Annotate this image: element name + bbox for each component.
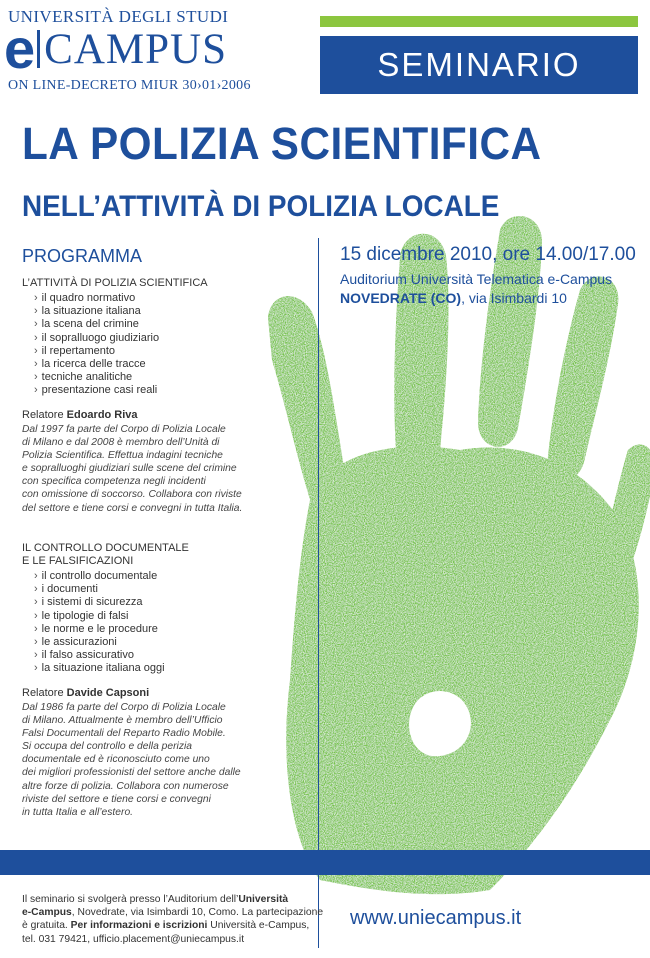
list-item: › il sopralluogo giudiziario <box>34 332 208 345</box>
bio-line: Si occupa del controllo e della perizia <box>22 741 192 753</box>
footer-info <box>22 893 323 946</box>
column-divider <box>318 238 319 948</box>
bio-line: e sopralluoghi giudiziari sulle scene del crimine <box>22 463 237 475</box>
footer-blue-bar <box>0 850 650 875</box>
section-2-topics <box>22 570 189 676</box>
program-section-1 <box>22 277 208 398</box>
footer-text-segment: è gratuita. <box>22 920 71 932</box>
bio-line: documentale ed è riconosciuto come uno <box>22 754 210 766</box>
list-item: › tecniche analitiche <box>34 371 208 384</box>
relatore-1 <box>22 409 138 422</box>
programma-heading: PROGRAMMA <box>22 246 143 266</box>
logo-campus-word: CAMPUS <box>44 26 228 73</box>
accent-green-bar <box>320 16 638 27</box>
ecampus-logo <box>4 17 228 80</box>
footer-text-segment: Il seminario si svolgerà presso l’Auditorium dell’ <box>22 894 239 905</box>
section-1-title: L’ATTIVITÀ DI POLIZIA SCIENTIFICA <box>22 277 208 289</box>
decreto-line: ON LINE-DECRETO MIUR 30›01›2006 <box>8 78 251 93</box>
list-item: › la situazione italiana oggi <box>34 662 189 675</box>
list-item: › le norme e le procedure <box>34 623 189 636</box>
list-item: › le tipologie di falsi <box>34 610 189 623</box>
logo-e-letter: e <box>4 17 36 80</box>
footer-text-segment: , Novedrate, via Isimbardi 10, Como. La partecipazione <box>71 907 324 919</box>
website-link[interactable]: www.uniecampus.it <box>350 907 522 929</box>
footer-text-segment: Università e-Campus, <box>207 920 310 932</box>
bio-line: in tutta Italia e all’estero. <box>22 806 134 818</box>
footer-line-2 <box>22 906 323 919</box>
event-address <box>340 289 567 308</box>
list-item: › le assicurazioni <box>34 636 189 649</box>
bio-line: con omissione di soccorso. Collabora con riviste <box>22 489 242 501</box>
seminario-banner <box>320 36 638 94</box>
footer-bold-segment: e-Campus <box>22 907 72 919</box>
logo-divider <box>37 30 40 68</box>
list-item: › il controllo documentale <box>34 570 189 583</box>
program-section-2 <box>22 542 189 676</box>
relatore-name: Edoardo Riva <box>66 409 138 421</box>
seminario-label: SEMINARIO <box>377 46 581 83</box>
list-item: › la ricerca delle tracce <box>34 358 208 371</box>
event-street: , via Isimbardi 10 <box>461 290 567 306</box>
bio-line: dei migliori professionisti del settore anche dalle <box>22 767 241 779</box>
bio-line: riviste del settore e tiene corsi e convegni <box>22 793 211 805</box>
event-venue: Auditorium Università Telematica e-Campus <box>340 271 613 287</box>
bio-line: di Milano e dal 2008 è membro dell’Unità di <box>22 437 220 449</box>
list-item: › la scena del crimine <box>34 318 208 331</box>
relatore-2 <box>22 687 149 700</box>
bio-line: Polizia Scientifica. Effettua indagini tecniche <box>22 450 223 462</box>
relatore-1-bio <box>22 423 242 515</box>
page-title: LA POLIZIA SCIENTIFICA <box>22 118 542 169</box>
footer-bold-segment: Università <box>238 894 289 905</box>
section-2-title-line2: E LE FALSIFICAZIONI <box>22 555 134 567</box>
relatore-2-bio <box>22 701 241 819</box>
footer-bold-segment: Per informazioni e iscrizioni <box>70 920 208 932</box>
list-item: › i documenti <box>34 583 189 596</box>
bio-line: altre forze di polizia. Collabora con numerose <box>22 780 229 792</box>
bio-line: del settore e tiene corsi e convegni in tutta Italia. <box>22 502 243 514</box>
footer-line-3 <box>22 919 323 932</box>
bio-line: di Milano. Attualmente è membro dell’Ufficio <box>22 715 223 727</box>
footer-line-1 <box>22 893 323 906</box>
page-subtitle: NELL’ATTIVITÀ DI POLIZIA LOCALE <box>22 190 500 223</box>
list-item: › i sistemi di sicurezza <box>34 596 189 609</box>
list-item: › la situazione italiana <box>34 305 208 318</box>
section-2-title-line1: IL CONTROLLO DOCUMENTALE <box>22 542 189 554</box>
relatore-label: Relatore <box>22 409 67 421</box>
relatore-name: Davide Capsoni <box>66 687 150 699</box>
university-name: UNIVERSITÀ DEGLI STUDI <box>8 7 229 26</box>
event-city: NOVEDRATE (CO) <box>340 290 462 306</box>
event-date: 15 dicembre 2010, ore 14.00/17.00 <box>340 244 636 265</box>
list-item: › il repertamento <box>34 345 208 358</box>
list-item: › il quadro normativo <box>34 292 208 305</box>
section-1-topics <box>22 292 208 398</box>
list-item: › il falso assicurativo <box>34 649 189 662</box>
bio-line: Dal 1997 fa parte del Corpo di Polizia Locale <box>22 424 226 435</box>
footer-line-4: tel. 031 79421, ufficio.placement@uniecampus.it <box>22 933 245 945</box>
relatore-label: Relatore <box>22 687 67 699</box>
bio-line: con specifica competenza negli incidenti <box>22 476 206 488</box>
list-item: › presentazione casi reali <box>34 384 208 397</box>
bio-line: Dal 1986 fa parte del Corpo di Polizia Locale <box>22 702 226 713</box>
bio-line: Falsi Documentali del Reparto Radio Mobile. <box>22 728 226 740</box>
